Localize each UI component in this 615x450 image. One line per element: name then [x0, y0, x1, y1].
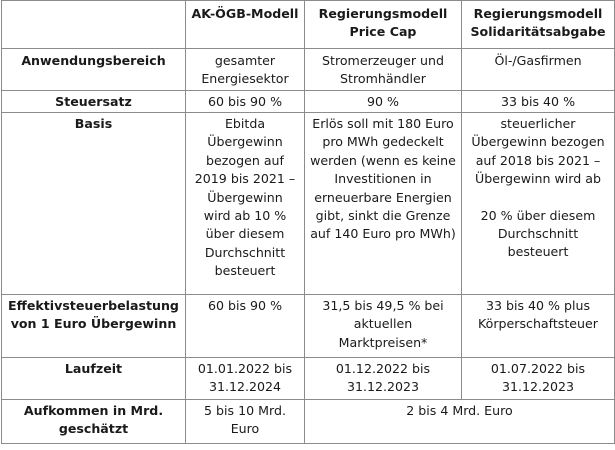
paragraph-gap: [464, 189, 612, 207]
table-cell: 01.12.2022 bis 31.12.2023: [305, 358, 462, 400]
header-cell-empty: [2, 1, 186, 49]
table-cell: 01.01.2022 bis 31.12.2024: [186, 358, 305, 400]
row-label-aufkommen: Aufkommen in Mrd. geschätzt: [2, 400, 186, 444]
header-regierungsmodell-solidaritaetsabgabe: Regierungsmodell Solidaritätsabgabe: [462, 1, 615, 49]
table-row-effektivsteuerbelastung: [2, 295, 615, 358]
table-row-laufzeit: [2, 358, 615, 400]
table-cell-merged: 2 bis 4 Mrd. Euro: [305, 400, 615, 444]
comparison-table: [1, 0, 615, 444]
table-row-aufkommen: [2, 400, 615, 444]
table-cell: Öl-/Gasfirmen: [462, 49, 615, 91]
cell-paragraph: steuerlicher Übergewinn bezogen auf 2018 bis 2021 – Übergewinn wird ab: [471, 116, 605, 187]
row-label-basis: Basis: [2, 113, 186, 295]
table-cell: gesamter Energiesektor: [186, 49, 305, 91]
row-label-steuersatz: Steuersatz: [2, 91, 186, 113]
table-header-row: [2, 1, 615, 49]
table-cell: [462, 113, 615, 295]
table-cell: 33 bis 40 %: [462, 91, 615, 113]
table-cell: Ebitda Übergewinn bezogen auf 2019 bis 2021 – Übergewinn wird ab 10 % über diesem Durchschnitt besteuert: [186, 113, 305, 295]
table-row-anwendungsbereich: [2, 49, 615, 91]
header-ak-oegb-modell: AK-ÖGB-Modell: [186, 1, 305, 49]
table-cell: Erlös soll mit 180 Euro pro MWh gedeckelt werden (wenn es keine Investitionen in erneuerbare Energien gibt, sinkt die Grenze auf 140 Euro pro MWh): [305, 113, 462, 295]
table-cell: 5 bis 10 Mrd. Euro: [186, 400, 305, 444]
row-label-effektivsteuerbelastung: Effektivsteuerbelastung von 1 Euro Übergewinn: [2, 295, 186, 358]
table-cell: 31,5 bis 49,5 % bei aktuellen Marktpreisen*: [305, 295, 462, 358]
header-regierungsmodell-price-cap: Regierungsmodell Price Cap: [305, 1, 462, 49]
table-cell: 60 bis 90 %: [186, 91, 305, 113]
table-row-steuersatz: [2, 91, 615, 113]
table-row-basis: [2, 113, 615, 295]
row-label-laufzeit: Laufzeit: [2, 358, 186, 400]
table-cell: 60 bis 90 %: [186, 295, 305, 358]
table-cell: Stromerzeuger und Stromhändler: [305, 49, 462, 91]
table-cell: 01.07.2022 bis 31.12.2023: [462, 358, 615, 400]
table-cell: 90 %: [305, 91, 462, 113]
cell-paragraph: 20 % über diesem Durchschnitt besteuert: [480, 207, 596, 260]
row-label-anwendungsbereich: Anwendungsbereich: [2, 49, 186, 91]
table-cell: 33 bis 40 % plus Körperschaftsteuer: [462, 295, 615, 358]
